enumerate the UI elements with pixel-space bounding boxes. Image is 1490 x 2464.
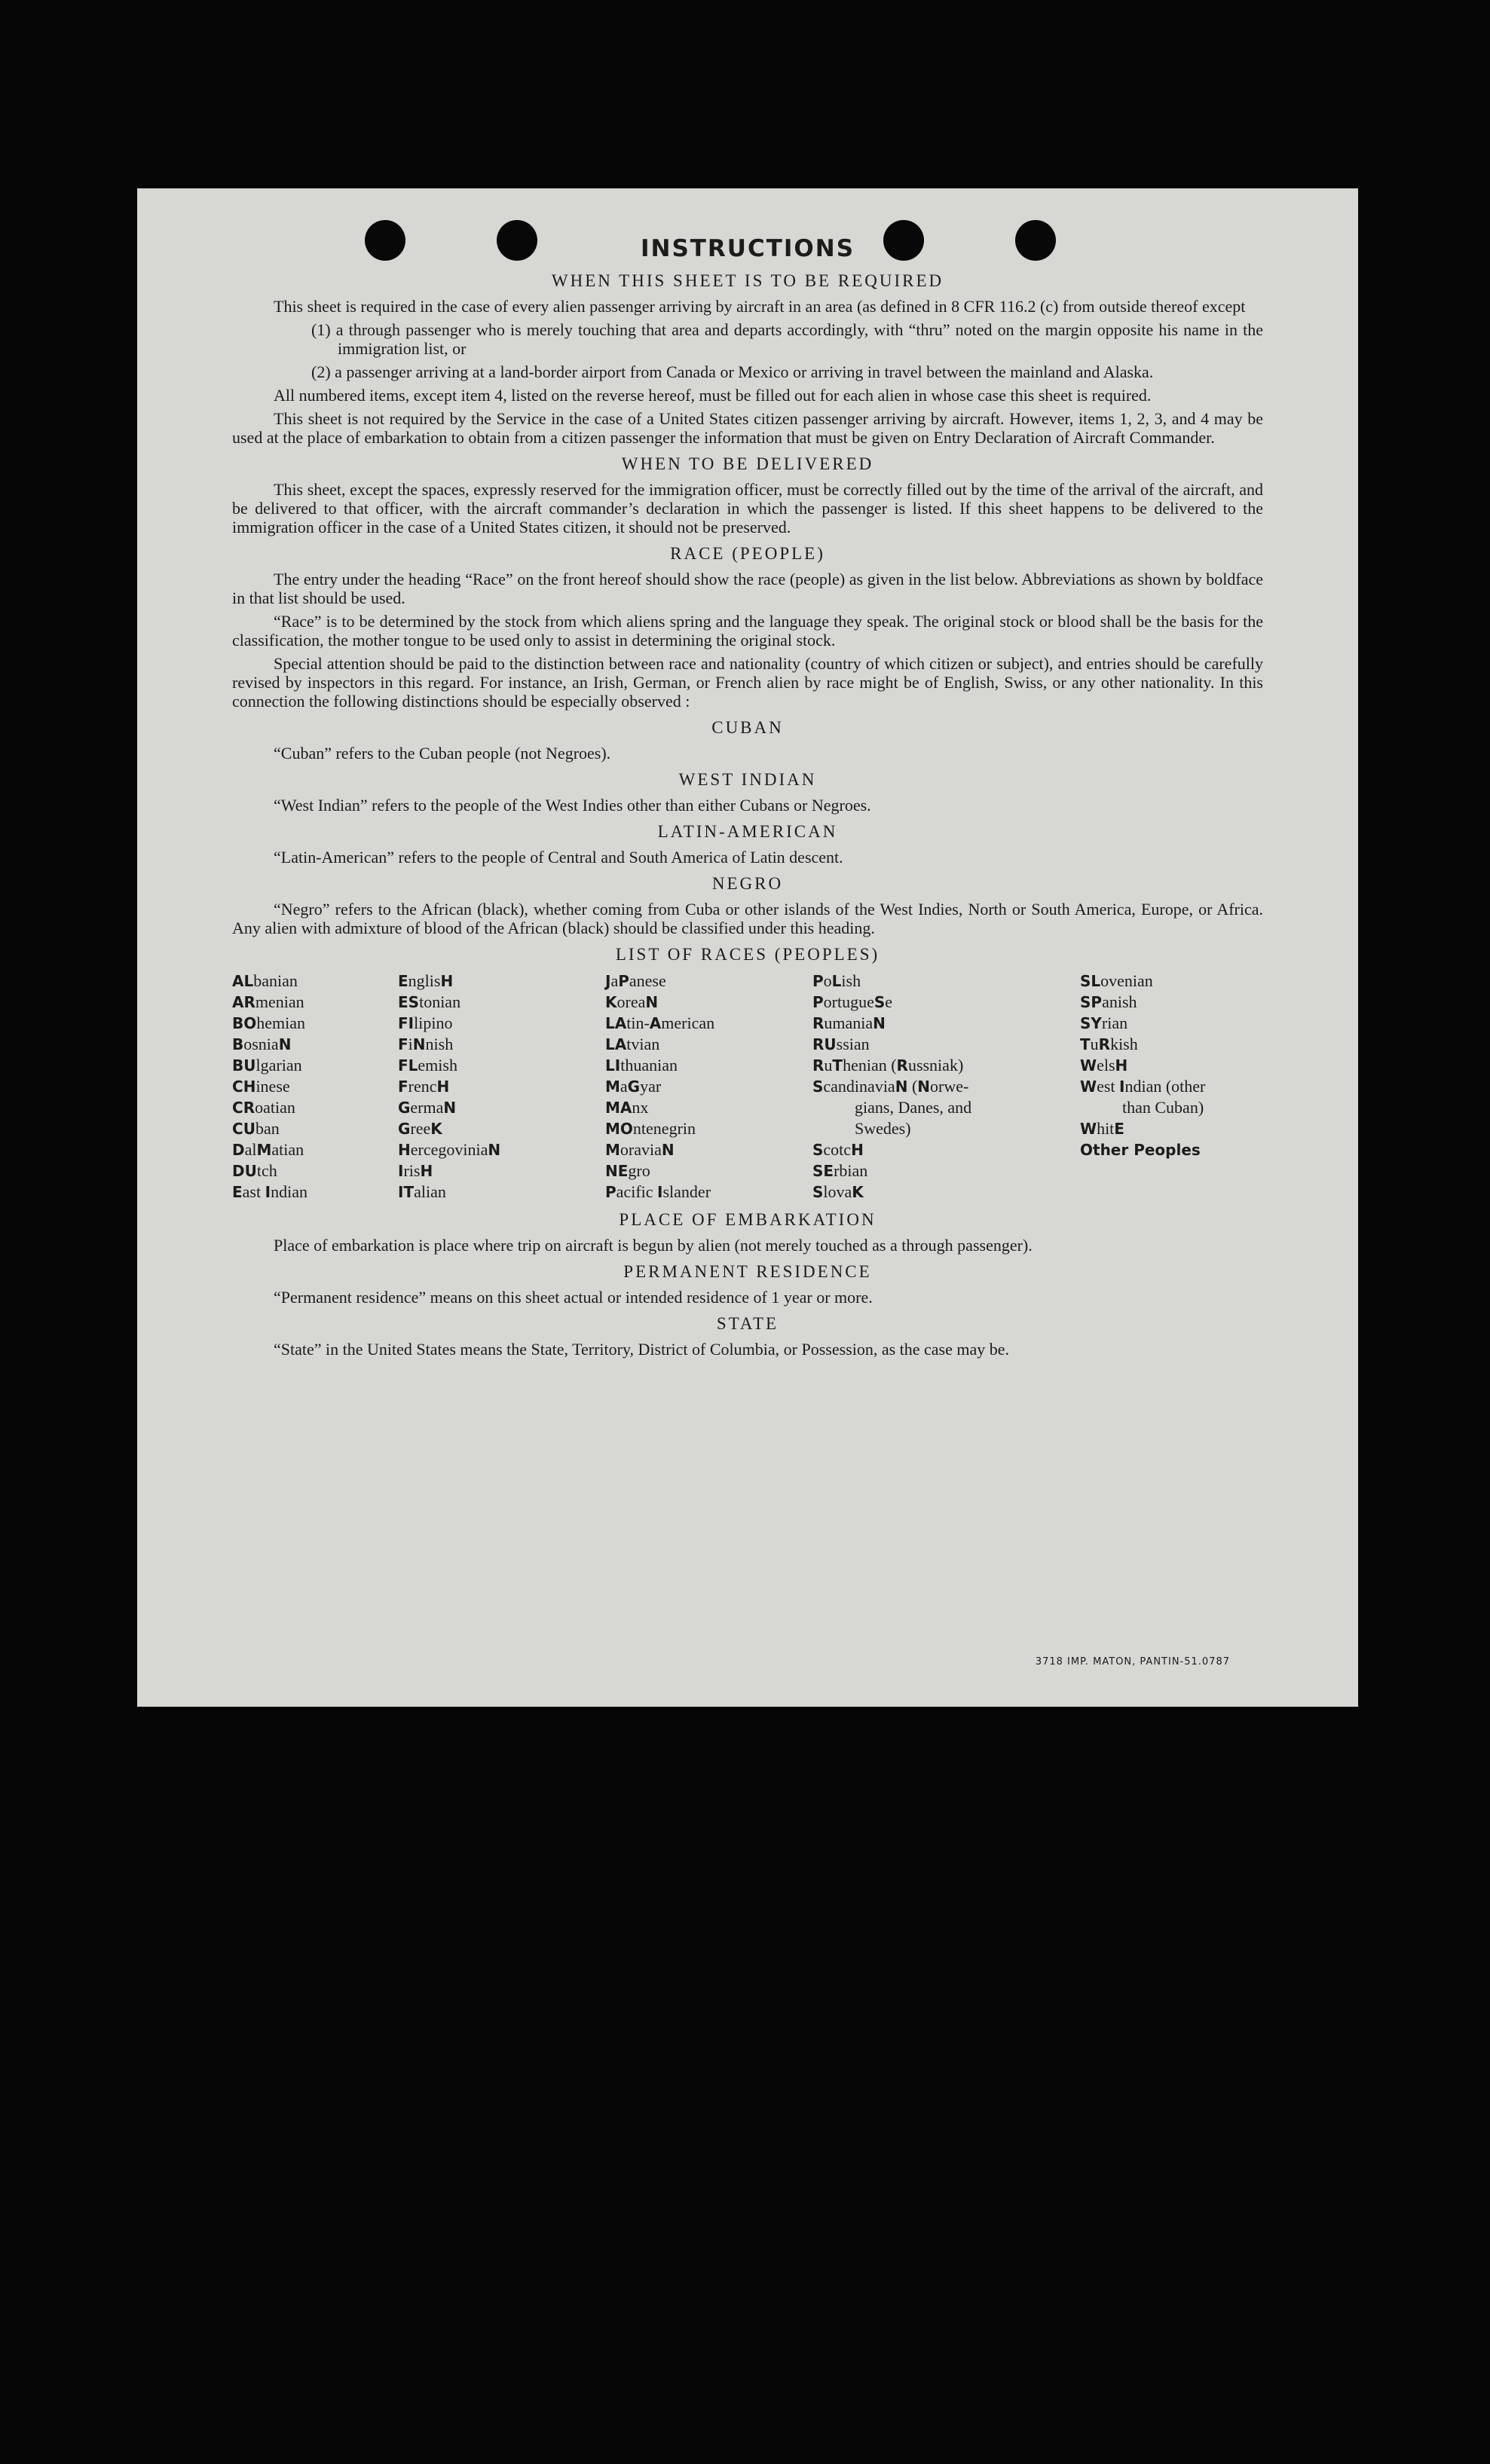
race-entry: MAnx xyxy=(605,1098,649,1117)
race-entry: RumaniaN xyxy=(812,1013,886,1032)
race-entry: EStonian xyxy=(398,992,461,1011)
race-entry: West Indian (other xyxy=(1080,1077,1206,1096)
section-heading: PERMANENT RESIDENCE xyxy=(623,1262,872,1281)
race-entry: RUssian xyxy=(812,1035,870,1053)
race-entry: WelsH xyxy=(1080,1056,1128,1075)
race-entry: JaPanese xyxy=(605,971,666,990)
race-column xyxy=(812,971,1080,1203)
print-footer: 3718 IMP. MATON, PANTIN-51.0787 xyxy=(1035,1656,1230,1668)
paragraph: “State” in the United States means the State, Territory, District of Columbia, or Possession, as the case may be. xyxy=(274,1340,1010,1359)
race-column xyxy=(605,971,812,1203)
race-entry: SErbian xyxy=(812,1161,868,1180)
race-entry: RuThenian (Russniak) xyxy=(812,1056,964,1075)
race-entry: FiNnish xyxy=(398,1035,454,1053)
race-entry: EnglisH xyxy=(398,971,454,990)
list-item: (2) a passenger arriving at a land-border airport from Canada or Mexico or arriving in travel between the mainland and Alaska. xyxy=(311,362,1154,381)
race-entry: ScotcH xyxy=(812,1140,864,1159)
punch-hole xyxy=(1015,220,1056,261)
race-entry: MOntenegrin xyxy=(605,1119,696,1138)
race-entry: ITalian xyxy=(398,1182,446,1201)
race-entry: LIthuanian xyxy=(605,1056,678,1075)
race-entry: CRoatian xyxy=(232,1098,295,1117)
race-entry: KoreaN xyxy=(605,992,659,1011)
race-entry: Other Peoples xyxy=(1080,1141,1201,1159)
paragraph: “West Indian” refers to the people of the West Indies other than either Cubans or Negroes. xyxy=(274,796,871,815)
paragraph: “Negro” refers to the African (black), whether coming from Cuba or other islands of the West Indies, North or South America, Europe, or Africa. Any alien with admixture of blood of the African (black) should be classified under this heading. xyxy=(232,900,1263,937)
race-entry: LAtvian xyxy=(605,1035,660,1053)
race-entry: Swedes) xyxy=(855,1119,911,1138)
punch-hole xyxy=(497,220,537,261)
race-entry: FIlipino xyxy=(398,1013,453,1032)
paragraph: This sheet, except the spaces, expressly reserved for the immigration officer, must be correctly filled out by the time of the arrival of the aircraft, and be delivered to that officer, with the aircraft commander’s declaration in which the passenger is listed. If this sheet happens to be delivered to the immigration officer in the case of a United States citizen, it should not be preserved. xyxy=(232,480,1263,537)
race-entry: TuRkish xyxy=(1080,1035,1138,1053)
punch-hole xyxy=(883,220,924,261)
section-heading: STATE xyxy=(716,1314,779,1333)
paragraph: Place of embarkation is place where trip on aircraft is begun by alien (not merely touched as a through passenger). xyxy=(274,1236,1033,1255)
race-entry: ALbanian xyxy=(232,971,298,990)
section-heading: WHEN TO BE DELIVERED xyxy=(621,454,874,473)
race-entry: GreeK xyxy=(398,1119,442,1138)
race-entry: DalMatian xyxy=(232,1140,304,1159)
race-entry: SLovenian xyxy=(1080,971,1153,990)
race-entry: BOhemian xyxy=(232,1013,306,1032)
race-entry: BosniaN xyxy=(232,1035,292,1053)
race-column xyxy=(232,971,398,1203)
race-entry: CHinese xyxy=(232,1077,290,1096)
race-column xyxy=(1080,971,1261,1203)
section-heading: NEGRO xyxy=(711,874,784,893)
list-item: (1) a through passenger who is merely touching that area and departs accordingly, with “thru” noted on the margin opposite his name in the immigration list, or xyxy=(311,320,1263,358)
race-entry: HercegoviniaN xyxy=(398,1140,501,1159)
race-entry: CUban xyxy=(232,1119,280,1138)
paragraph: “Cuban” refers to the Cuban people (not Negroes). xyxy=(274,744,611,763)
paragraph: “Permanent residence” means on this sheet actual or intended residence of 1 year or more. xyxy=(274,1288,873,1307)
section-heading: CUBAN xyxy=(711,718,784,737)
section-heading: PLACE OF EMBARKATION xyxy=(619,1210,877,1229)
paragraph: Special attention should be paid to the distinction between race and nationality (country of which citizen or subject), and entries should be carefully revised by inspectors in this regard. For instance, an Irish, German, or French alien by race might be of English, Swiss, or any other nationality. In this connection the following distinctions should be especially observed : xyxy=(232,654,1263,711)
race-entry: ScandinaviaN (Norwe- xyxy=(812,1077,969,1096)
paragraph: This sheet is not required by the Service in the case of a United States citizen passenger arriving by aircraft. However, items 1, 2, 3, and 4 may be used at the place of embarkation to obtain from a citizen passenger the information that must be given on Entry Declaration of Aircraft Commander. xyxy=(232,409,1263,447)
paragraph: This sheet is required in the case of every alien passenger arriving by aircraft in an area (as defined in 8 CFR 116.2 (c) from outside thereof except xyxy=(274,297,1246,316)
race-entry: DUtch xyxy=(232,1161,277,1180)
paragraph: All numbered items, except item 4, listed on the reverse hereof, must be filled out for each alien in whose case this sheet is required. xyxy=(274,386,1152,405)
section-heading: LATIN-AMERICAN xyxy=(657,822,838,841)
race-entry: PoLish xyxy=(812,971,861,990)
paragraph: The entry under the heading “Race” on the front hereof should show the race (people) as given in the list below. Abbreviations as shown by boldface in that list should be used. xyxy=(232,570,1263,607)
race-entry: East Indian xyxy=(232,1182,307,1201)
paragraph: “Race” is to be determined by the stock from which aliens spring and the language they speak. The original stock or blood shall be the basis for the classification, the mother tongue to be used only to assist in determining the original stock. xyxy=(232,612,1263,650)
section-heading: WEST INDIAN xyxy=(678,770,817,789)
race-entry: SPanish xyxy=(1080,992,1137,1011)
race-entry: SlovaK xyxy=(812,1182,864,1201)
section-heading: WHEN THIS SHEET IS TO BE REQUIRED xyxy=(551,271,944,290)
document-page xyxy=(137,188,1358,1707)
race-entry: IrisH xyxy=(398,1161,433,1180)
paragraph: “Latin-American” refers to the people of Central and South America of Latin descent. xyxy=(274,848,843,867)
race-entry: FrencH xyxy=(398,1077,450,1096)
race-entry: ARmenian xyxy=(232,992,304,1011)
race-entry: BUlgarian xyxy=(232,1056,302,1075)
race-entry: LAtin-American xyxy=(605,1013,715,1032)
race-column xyxy=(398,971,605,1203)
race-entry: PortugueSe xyxy=(812,992,893,1011)
race-entry: MaGyar xyxy=(605,1077,662,1096)
race-entry: FLemish xyxy=(398,1056,457,1075)
race-entry: gians, Danes, and xyxy=(855,1098,972,1117)
section-heading: RACE (PEOPLE) xyxy=(670,544,825,563)
race-entry: WhitE xyxy=(1080,1119,1124,1138)
race-entry: NEgro xyxy=(605,1161,650,1180)
race-list xyxy=(232,971,1263,1203)
race-entry: MoraviaN xyxy=(605,1140,675,1159)
race-entry: GermaN xyxy=(398,1098,457,1117)
section-heading: LIST OF RACES (PEOPLES) xyxy=(615,945,880,964)
race-entry: Pacific Islander xyxy=(605,1182,711,1201)
race-entry: SYrian xyxy=(1080,1013,1128,1032)
race-entry: than Cuban) xyxy=(1122,1098,1204,1117)
page-title: INSTRUCTIONS xyxy=(640,235,855,262)
punch-hole xyxy=(365,220,405,261)
